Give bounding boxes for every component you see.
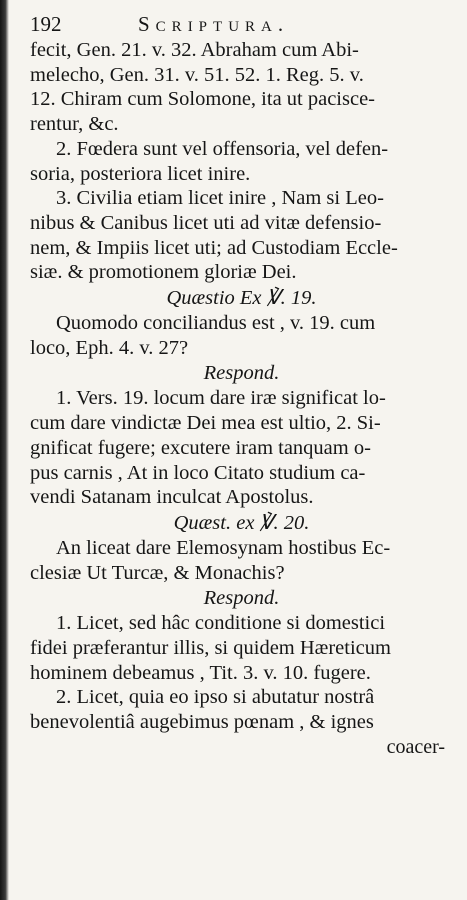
binding-shadow [0, 0, 9, 900]
text-line: fidei præferantur illis, si quidem Hæreticum [30, 637, 391, 660]
text-line: hominem debeamus , Tit. 3. v. 10. fugere. [30, 661, 371, 684]
text-line: 3. Civilia etiam licet inire , Nam si Leo- [56, 187, 384, 210]
section-heading: Quæst. ex ℣. 20. [173, 511, 310, 534]
text-line: An liceat dare Elemosynam hostibus Ec- [56, 536, 391, 559]
running-title: Scriptura. [138, 12, 290, 36]
section-heading: Respond. [203, 362, 280, 385]
catchword: coacer- [386, 735, 445, 758]
text-line: rentur, &c. [30, 113, 119, 136]
page-header [30, 12, 453, 36]
text-line: pus carnis , At in loco Citato studium ca- [30, 461, 366, 484]
text-line: soria, posteriora licet inire. [30, 162, 251, 185]
text-line: Quomodo conciliandus est , v. 19. cum [56, 312, 376, 335]
text-line: 2. Fœdera sunt vel offensoria, vel defen- [56, 137, 389, 160]
section-heading: Respond. [203, 587, 280, 610]
text-line: fecit, Gen. 21. v. 32. Abraham cum Abi- [30, 39, 359, 61]
text-line: cum dare vindictæ Dei mea est ultio, 2. Si- [30, 412, 381, 435]
text-line: benevolentiâ augebimus pœnam , & ignes [30, 711, 374, 734]
text-line: vendi Satanam inculcat Apostolus. [30, 486, 314, 509]
text-line: 12. Chiram cum Solomone, ita ut pacisce- [30, 88, 376, 111]
text-line: 1. Licet, sed hâc conditione si domestici [56, 612, 386, 635]
text-line: nibus & Canibus licet uti ad vitæ defensio- [30, 211, 382, 234]
section-heading: Quæstio Ex ℣. 19. [166, 287, 317, 310]
page-number: 192 [30, 12, 62, 36]
text-body [30, 38, 453, 735]
text-line: loco, Eph. 4. v. 27? [30, 336, 189, 359]
text-line: siæ. & promotionem gloriæ Dei. [30, 261, 297, 284]
text-line: 2. Licet, quia eo ipso si abutatur nostrâ [56, 686, 375, 709]
text-line: clesiæ Ut Turcæ, & Monachis? [30, 561, 285, 584]
text-line: 1. Vers. 19. locum dare iræ significat lo- [56, 387, 386, 410]
text-line: melecho, Gen. 31. v. 51. 52. 1. Reg. 5. v. [30, 63, 364, 86]
text-line: nem, & Impiis licet uti; ad Custodiam Eccle- [30, 236, 398, 259]
text-line: gnificat fugere; excutere iram tanquam o- [30, 436, 371, 459]
